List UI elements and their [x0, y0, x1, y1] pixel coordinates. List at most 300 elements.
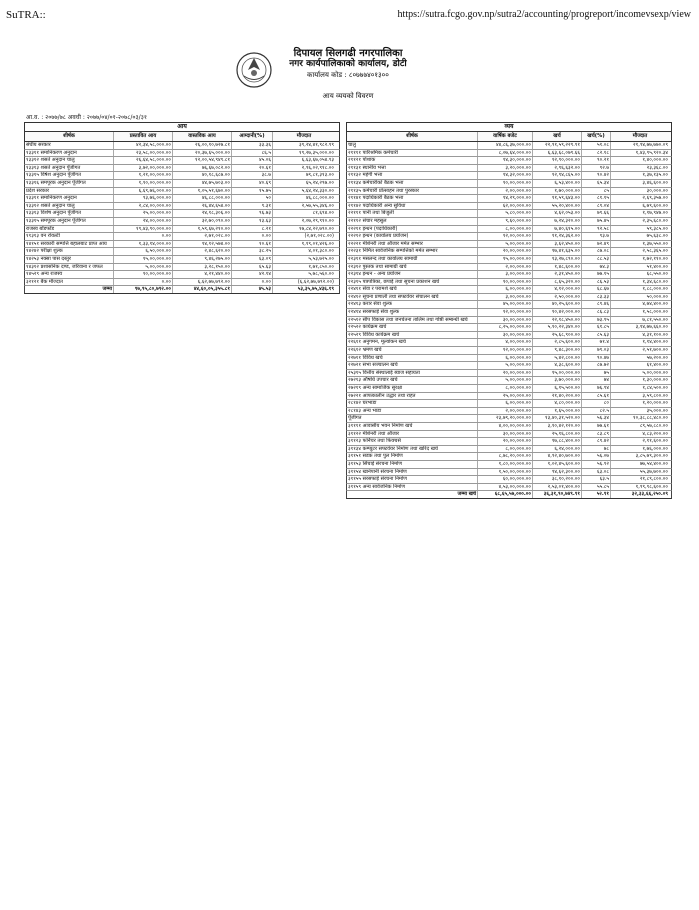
- expense-row-value: १७,८८,४००.००: [532, 438, 581, 445]
- expense-row-value: ७३.९५: [581, 317, 610, 324]
- income-row-value: ८.२१: [231, 226, 272, 233]
- income-row-title: १४२५३ नक्सा पास दस्तुर: [26, 255, 71, 262]
- income-row-value: (६,६२,७७,७९२.००): [272, 279, 335, 286]
- expense-row: [346, 279, 672, 287]
- expense-row-value: १,१७,९४७.००: [610, 210, 669, 217]
- expense-row-value: ९२.५८: [581, 226, 610, 233]
- expense-row-title: २२२३१ निर्मित सार्वजनिक सम्पत्तिको मर्मत सम्भार: [348, 248, 438, 255]
- income-row-value: १,२१,००,०००.००: [113, 172, 172, 179]
- expense-row-value: १२,००,०००.००: [477, 347, 532, 354]
- expense-row-value: २,५०,०००.००: [532, 294, 581, 301]
- income-row: [24, 180, 340, 188]
- expense-row: [346, 324, 672, 332]
- income-row-value: ६३.०९: [231, 256, 272, 263]
- expense-row-title: २२७११ विविध खर्च: [348, 354, 383, 361]
- expense-row-value: ५,००,०००.००: [477, 362, 532, 369]
- income-row-value: ४६,८८,०००.००: [272, 195, 335, 202]
- expense-row-title: २११३५ कर्मचारी प्रोत्साहन तथा पुरस्कार: [348, 187, 420, 194]
- expense-row-value: २,९६,६३२.००: [532, 165, 581, 172]
- income-row-value: ५,५३,७२५.००: [272, 256, 335, 263]
- income-row-title: १३३११ समानिकरण अनुदान: [26, 195, 77, 202]
- expense-row-value: ८५.६१: [581, 393, 610, 400]
- income-row-value: १,१९,०१,४२६.००: [272, 241, 335, 248]
- expense-row-value: १,३७,१३५.००: [610, 172, 669, 179]
- income-row-value: १०,००,०००.००: [113, 271, 172, 278]
- income-row-title: ३२१२१ बैंक मौज्दात: [26, 278, 63, 285]
- expense-row-value: ९०.४२: [581, 172, 610, 179]
- expense-row-title: २११४१ पदाधिकारी बैठक भत्ता: [348, 195, 404, 202]
- expense-row-value: ८९.४६: [581, 301, 610, 308]
- expense-row-title: ३११५५ सरसफाई संरचना निर्माण: [348, 476, 407, 483]
- expense-row-value: ७,२४,३२०.००: [532, 218, 581, 225]
- expense-row-value: १,४०,०००.००: [610, 157, 669, 164]
- income-row: [24, 195, 340, 203]
- expense-row-value: ३०,००,०००.००: [477, 332, 532, 339]
- income-row-value: २,९६,०२,९१८.००: [272, 165, 335, 172]
- income-row-value: ४४,७५,७०३.००: [172, 180, 231, 187]
- expense-row-title: २२७२१ सभा सञ्चालन खर्च: [348, 362, 398, 369]
- browser-header: [0, 0, 699, 28]
- expense-row-value: २१,९४,७७,७७०.०९: [610, 142, 669, 149]
- income-row-value: २६,६४,५८,०००.००: [113, 157, 172, 164]
- expense-row-value: ४४,८६,३७,०००.००: [477, 142, 532, 149]
- expense-row-value: ३,२०,०००.००: [477, 165, 532, 172]
- expense-row-title: २२५२९ विविध कार्यक्रम खर्च: [348, 331, 400, 338]
- expense-row-title: २८१४२ घरभाडा: [348, 400, 377, 407]
- expense-row-value: १,२०,०००.००: [610, 400, 669, 407]
- expense-row: [346, 172, 672, 180]
- expense-row-value: १,७२,११०.००: [610, 256, 669, 263]
- expense-row-value: ८३.३३: [581, 294, 610, 301]
- income-row-value: ४०,१८,६८७.००: [172, 172, 231, 179]
- income-row-value: २,७१,०२८.००: [172, 233, 231, 240]
- expense-row-title: पूँजीगत: [348, 415, 362, 422]
- expense-row: [346, 210, 672, 218]
- expense-row-value: ५,१०,२२,३४०.००: [532, 324, 581, 331]
- expense-row-value: ८५.६३: [581, 332, 610, 339]
- expense-row-title: २२५२२ कार्यक्रम खर्च: [348, 324, 387, 331]
- expense-row: [346, 180, 672, 188]
- income-row: [24, 271, 340, 279]
- office-name: नगर कार्यपालिकाको कार्यालय, डोटी: [289, 59, 407, 69]
- expense-row: [346, 347, 672, 355]
- income-row-value: ०.००: [231, 279, 272, 286]
- expense-row-value: ८,००,०००.००: [477, 446, 532, 453]
- expense-row: [346, 355, 672, 363]
- income-row-value: २,०७,२९,९१०.००: [272, 218, 335, 225]
- expense-row-value: ८०: [581, 400, 610, 407]
- income-row-title: १३३१६ समपूरक अनुदान पूँजीगत: [26, 179, 86, 186]
- expense-row: [346, 385, 672, 393]
- expense-row-title: ३११२३ फर्निचर तथा फिक्चर्स: [348, 438, 401, 445]
- expense-row-value: २,८५,६००.००: [532, 339, 581, 346]
- expense-row-value: ५१,४००.००: [610, 264, 669, 271]
- expense-row: [346, 469, 672, 477]
- expense-row-value: ८७.०८: [581, 248, 610, 255]
- expense-row-value: २३,७९,२०,०००.००: [477, 415, 532, 422]
- income-row-value: ६५,२४,२९७.००: [272, 180, 335, 187]
- income-row-value: ४,२१,४४०.००: [172, 271, 231, 278]
- income-row-value: १,३३,१४,०००.००: [113, 241, 172, 248]
- expense-row-value: ८९.४२: [581, 438, 610, 445]
- expense-row-value: ६,००,०००.००: [477, 355, 532, 362]
- expense-row-value: ३,४६,६००.००: [610, 180, 669, 187]
- expense-row-value: ८३.८९: [581, 431, 610, 438]
- expense-row-value: ४५,००,०००.००: [477, 301, 532, 308]
- expense-row: [346, 142, 672, 150]
- expense-row-value: ९,४८,३००.००: [532, 347, 581, 354]
- expense-row-value: २,६९,३५७.००: [610, 195, 669, 202]
- income-row-value: ३८.२५: [231, 248, 272, 255]
- expense-row: [346, 377, 672, 385]
- income-row-value: ४,०१,३८०.००: [272, 248, 335, 255]
- income-row-value: २०,३७,६५,०००.००: [172, 150, 231, 157]
- expense-table-header: [346, 131, 672, 142]
- expense-row-value: ७७.६१: [581, 423, 610, 430]
- expense-row-title: २२६१२ भ्रमण खर्च: [348, 347, 382, 354]
- income-row-title: प्रदेश सरकार: [26, 187, 50, 194]
- expense-row: [346, 461, 672, 469]
- income-total-label: जम्मा: [102, 286, 112, 293]
- expense-row-value: ६,१५,५००.००: [532, 385, 581, 392]
- expense-row: [346, 415, 672, 423]
- expense-row-value: ६८.६७: [581, 286, 610, 293]
- expense-row-value: ५,८०,०००.००: [477, 210, 532, 217]
- expense-row-value: ७,४०,६१५.००: [532, 226, 581, 233]
- expense-row-title: २११३४ कर्मचारीको बैठक भत्ता: [348, 179, 404, 186]
- expense-row-value: ९,६०,०००.००: [477, 218, 532, 225]
- expense-row: [346, 241, 672, 249]
- expense-row-value: ६१.८५: [581, 324, 610, 331]
- income-row-value: १९,२७,३५,०००.००: [272, 150, 335, 157]
- income-row-value: ९.३१: [231, 203, 272, 210]
- expense-row-value: ४,८३,२००.००: [610, 431, 669, 438]
- expense-row-title: ३११५४ खानेपानी संरचना निर्माण: [348, 468, 407, 475]
- expense-row-value: १,३०,०००.००: [610, 377, 669, 384]
- income-row: [24, 226, 340, 234]
- income-row-value: ५०: [231, 195, 272, 202]
- expense-row: [346, 226, 672, 234]
- expense-header-cell: वार्षिक बजेट: [477, 132, 532, 141]
- expense-row-title: चालु: [348, 142, 356, 148]
- income-row: [24, 248, 340, 256]
- income-row-value: ९३,७६,०००.००: [113, 195, 172, 202]
- expense-row-title: २७२२१ आपत्कालीन उद्धार तथा राहत: [348, 392, 416, 399]
- expense-row-value: ५५.८५: [581, 484, 610, 491]
- income-row-title: १३३१२ शसर्त अनुदान चालु: [26, 202, 75, 209]
- expense-row-value: २,००,०००.००: [477, 408, 532, 415]
- income-row: [24, 157, 340, 165]
- expense-row-value: ५६.९२: [581, 461, 610, 468]
- income-row-title: संघीय सरकार: [26, 142, 51, 148]
- expense-row-value: ७४: [581, 377, 610, 384]
- org-name: दिपायल सिलगढी नगरपालिका: [293, 48, 403, 59]
- expense-row: [346, 150, 672, 158]
- income-row: [24, 188, 340, 196]
- expense-row-value: ४,१२,०००.००: [532, 286, 581, 293]
- expense-row-title: २२२१२ इन्धन (कार्यालय प्रयोजन): [348, 233, 409, 240]
- income-row: [24, 210, 340, 218]
- expense-row-value: ५१.०८: [581, 142, 610, 149]
- expense-row-value: १,१४,४००.००: [610, 339, 669, 346]
- income-row-title: १३३१२ शसर्त अनुदान चालु: [26, 157, 75, 164]
- income-row-title: १३३१५ विषेश अनुदान पूँजीगत: [26, 172, 81, 179]
- expense-row-value: १,५०,००,०००.००: [477, 469, 532, 476]
- expense-row-value: १४,३०,०००.००: [477, 157, 532, 164]
- expense-row: [346, 188, 672, 196]
- income-row-value: २५,००,०००.००: [113, 210, 172, 217]
- expense-row: [346, 317, 672, 325]
- expense-row: [346, 233, 672, 241]
- income-total-row: [24, 286, 340, 294]
- expense-row-value: ७५.४५: [581, 218, 610, 225]
- income-header-cell: वास्तविक आय: [172, 132, 231, 141]
- office-code: कार्यालय कोड : ८०७७७४०१३००: [307, 71, 389, 79]
- expense-row-value: ७६.९४: [581, 385, 610, 392]
- income-row-value: ६,६९,७६,०००.००: [113, 188, 172, 195]
- income-row-value: ५,००,०००.००: [113, 264, 172, 271]
- expense-row-title: २२१११ पानी तथा बिजुली: [348, 210, 394, 217]
- expense-row-value: २,५३,०१,४००.००: [532, 484, 581, 491]
- expense-row: [346, 453, 672, 461]
- expense-row-value: ४,६२,०५३.००: [532, 210, 581, 217]
- expense-row-value: १२,००,०००.००: [477, 309, 532, 316]
- expense-total-cell: ३२,३३,६६,२५०.०९: [610, 491, 669, 498]
- expense-row-value: २,५८,३६५.००: [610, 248, 669, 255]
- income-total-cell: ५३,३५,७५,४३६.१९: [272, 286, 335, 293]
- expense-row-value: ७९.०३: [581, 347, 610, 354]
- expense-row-value: ५६.३४: [581, 415, 610, 422]
- income-row-title: १४३१२ प्रशासनिक दण्ड, जरिवाना र जफत: [26, 263, 103, 270]
- expense-row-value: ३,६२,४५०.००: [532, 241, 581, 248]
- income-row-value: ३,२८,१५०.००: [172, 264, 231, 271]
- expense-header-cell: मौज्दात: [610, 132, 669, 141]
- income-row-value: १४,१२,५७४.००: [172, 241, 231, 248]
- expense-row-value: ६,२४,०००.००: [532, 446, 581, 453]
- expense-row-value: २०,००,०००.००: [477, 248, 532, 255]
- expense-row-value: ८,००,०००.००: [477, 385, 532, 392]
- income-row-value: १,०५,५१,६७०.००: [172, 188, 231, 195]
- expense-row: [346, 339, 672, 347]
- income-row-value: ५,६४,२४,३३०.००: [272, 188, 335, 195]
- expense-total-row: [346, 491, 672, 499]
- expense-row-value: ४,७४,४००.००: [610, 301, 669, 308]
- expense-row-value: ५५,२०,४००.००: [532, 203, 581, 210]
- expense-row-value: १,५८,०००.००: [610, 309, 669, 316]
- income-total-cell: ४५.५३: [231, 286, 272, 293]
- app-title: SuTRA::: [6, 9, 46, 21]
- expense-row-value: ७५: [581, 370, 610, 377]
- expense-row-value: ९०.४७: [581, 355, 610, 362]
- income-row-value: १,५९,६७,२१०.००: [172, 226, 231, 233]
- expense-row-value: ८,७८,२०,०००.००: [477, 453, 532, 460]
- income-row-value: २६,४४,६५४.००: [172, 203, 231, 210]
- expense-row-title: ३११५१ सडक तथा पुल निर्माण: [348, 453, 403, 460]
- expense-row-title: २२११२ संचार महसुल: [348, 217, 387, 224]
- expense-row-value: १०,३८,८८,४८०.००: [610, 415, 669, 422]
- expense-row-value: ८,०७,६४,०००.००: [477, 150, 532, 157]
- expense-row-value: ७४.३: [581, 264, 610, 271]
- expense-row-value: २५,६८,९००.००: [532, 332, 581, 339]
- expense-row-value: ७९.६६: [581, 210, 610, 217]
- income-row: [24, 172, 340, 180]
- expense-row: [346, 271, 672, 279]
- expense-row: [346, 446, 672, 454]
- expense-row-value: ९२.७: [581, 165, 610, 172]
- expense-total-cell: ३६,३१,९०,७४९.९१: [532, 491, 581, 498]
- income-row-value: ४६,८८,०००.००: [172, 195, 231, 202]
- income-row-value: २,५७,५५,३४६.००: [272, 203, 335, 210]
- expense-total-cell: ६८,६५,५७,०००.००: [477, 491, 532, 498]
- expense-row-value: २,००,०००.००: [477, 264, 532, 271]
- expense-row-value: २५,००,०००.००: [477, 393, 532, 400]
- page-url[interactable]: https://sutra.fcgo.gov.np/sutra2/accounting/progreport/incomevsexp/view: [397, 9, 691, 20]
- expense-row-title: ३११२२ मेशिनरी तथा औजार: [348, 430, 400, 437]
- expense-total-cell: ५२.९१: [581, 491, 610, 498]
- expense-row-value: २,००,०००.००: [477, 188, 532, 195]
- income-row-value: १,१०,००,०००.००: [113, 180, 172, 187]
- income-row-value: १२,००,५४,९४९.८१: [172, 157, 231, 164]
- expense-row-title: २११४२ पदाधिकारी अन्य सुविधा: [348, 202, 406, 209]
- expense-row-value: १,०२,४५,६००.००: [532, 461, 581, 468]
- income-table-header: [24, 131, 340, 142]
- expense-row-value: ५,४२,८००.००: [532, 355, 581, 362]
- income-row-value: ०.००: [113, 279, 172, 286]
- expense-row-value: ५५,३७,७००.००: [610, 469, 669, 476]
- income-row-value: ०.००: [113, 233, 172, 240]
- income-row-title: ११३१३ वन रोयल्टी: [26, 233, 60, 240]
- expense-row-value: १२,९०,०००.००: [532, 157, 581, 164]
- income-row: [24, 218, 340, 226]
- expense-row-value: ४,९२,४०,७००.००: [532, 453, 581, 460]
- expense-row-value: ४,००,००,०००.००: [477, 423, 532, 430]
- income-row-title: १३३११ समानिकरण अनुदान: [26, 149, 77, 156]
- income-row-value: ३९,२४,४१,९८२.९९: [272, 142, 335, 149]
- income-row-value: २६,००,१०,७२७.८१: [172, 142, 231, 149]
- expense-row-value: ३,००,०००.००: [477, 294, 532, 301]
- expense-row-value: ६,००,०००.००: [477, 400, 532, 407]
- expense-row-value: ६,६३,६८,०७९.६६: [532, 150, 581, 157]
- income-row: [24, 264, 340, 272]
- expense-row-value: ४,००,०००.००: [477, 339, 532, 346]
- expense-row-value: ९४,६२,३००.००: [532, 469, 581, 476]
- income-row-value: ३२,७०,०९०.००: [172, 218, 231, 225]
- income-row-title: १४५२९ अन्य राजस्व: [26, 271, 63, 278]
- expense-row-value: १५,००,०००.००: [477, 256, 532, 263]
- expense-row-value: १४,२९,०००.००: [477, 195, 532, 202]
- expense-row-value: २२,९१,५९,२२९.९१: [532, 142, 581, 149]
- expense-row-value: २,३५,६८०.००: [610, 218, 669, 225]
- expense-row-value: ४०,२५,६००.००: [532, 301, 581, 308]
- expense-row-value: ५,००,०००.००: [477, 377, 532, 384]
- expense-row: [346, 165, 672, 173]
- expense-row-title: २५३१५ वित्तीय संस्थालाई ब्याज सहायता: [348, 369, 420, 376]
- expense-row: [346, 157, 672, 165]
- expense-row-value: २,५१,७००.००: [610, 347, 669, 354]
- expense-row-value: ५,००,०००.००: [610, 370, 669, 377]
- expense-row-value: ८१.१५: [581, 195, 610, 202]
- expense-row-title: २२२११ इन्धन (पदाधिकारी): [348, 225, 398, 232]
- income-row: [24, 203, 340, 211]
- report-title: आय व्ययको विवरण: [322, 92, 374, 100]
- income-row-value: २४,००,०००.००: [113, 218, 172, 225]
- expense-row-value: ५०,०००.००: [610, 294, 669, 301]
- expense-row-value: १,७०,०००.००: [532, 188, 581, 195]
- income-row: [24, 233, 340, 241]
- expense-row-value: १७,४१,६३५.००: [532, 248, 581, 255]
- income-row-value: ६,६३,६७,०५४.९३: [272, 157, 335, 164]
- expense-row-value: ४,८०,०००.००: [532, 400, 581, 407]
- expense-row: [346, 400, 672, 408]
- expense-row-value: १४,३२,०००.००: [477, 172, 532, 179]
- income-row-value: १५.७५: [231, 188, 272, 195]
- expense-row: [346, 332, 672, 340]
- income-row-value: २,८४,००,०००.००: [113, 203, 172, 210]
- expense-row-value: ८२.५: [581, 408, 610, 415]
- income-row-value: ०.००: [231, 233, 272, 240]
- expense-row-title: २११११ पारिश्रमिक कर्मचारी: [348, 149, 398, 156]
- income-row-title: १३३१५ समपूरक अनुदान पूँजीगत: [26, 217, 86, 224]
- income-row: [24, 150, 340, 158]
- expense-row-value: ३५,०००.००: [610, 408, 669, 415]
- income-header-cell: शीर्षक: [63, 133, 75, 139]
- expense-row: [346, 484, 672, 492]
- expense-row-value: २,११,६००.००: [610, 438, 669, 445]
- expense-row-title: २२३११ मसलन्द तथा कार्यालय सामाग्री: [348, 255, 418, 262]
- expense-row-value: २२,१८,४५०.००: [532, 317, 581, 324]
- income-row: [24, 279, 340, 287]
- expense-row-value: ९३.७: [581, 233, 610, 240]
- expense-row: [346, 309, 672, 317]
- income-row-value: ७९,८१,३१३.००: [272, 172, 335, 179]
- income-row-value: ४५.०६: [231, 157, 272, 164]
- expense-row-title: २२४१२ सूचना प्रणाली तथा सफ्टवेयर संचालन खर्च: [348, 293, 439, 300]
- expense-row-value: २१,८९,८००.००: [610, 476, 669, 483]
- income-row-value: ४०.६९: [231, 180, 272, 187]
- expense-section-title: व्यय: [346, 122, 672, 131]
- income-row-value: ३३.३६: [231, 142, 272, 149]
- income-total-cell: ९७,९५,८०,७९२.००: [113, 286, 172, 293]
- expense-row: [346, 423, 672, 431]
- income-row-value: ६,५०,०००.००: [113, 248, 172, 255]
- expense-row-value: ६२,००,०००.००: [477, 203, 532, 210]
- expense-row-value: ६,००,०००.००: [477, 286, 532, 293]
- expense-row-value: ६०,००,०००.००: [477, 476, 532, 483]
- expense-row-value: २१,४०,२००.००: [532, 393, 581, 400]
- expense-row-value: ८,००,०००.००: [477, 226, 532, 233]
- expense-row-value: २३,३६८.००: [610, 165, 669, 172]
- expense-row-value: ८६.५३: [581, 279, 610, 286]
- income-table: [24, 122, 340, 294]
- expense-row-value: १,४८,६००.००: [532, 264, 581, 271]
- expense-row-value: ३,१०,४२,१२०.००: [532, 423, 581, 430]
- expense-row-title: २२४१३ करार सेवा शुल्क: [348, 301, 392, 308]
- expense-row-value: ३,००,०००.००: [477, 271, 532, 278]
- income-row: [24, 241, 340, 249]
- expense-row-title: २११३२ महंगी भत्ता: [348, 172, 383, 179]
- fiscal-period: आ.व. : २०७७/७८ अवधी : २०७७/०४/०१-२०७८/०३/३१: [26, 114, 147, 121]
- income-row-value: ५,७८,५६०.००: [272, 271, 335, 278]
- expense-row: [346, 431, 672, 439]
- expense-row-title: २२५१२ सीप विकास तथा जनचेतना तालिम तथा गोष्ठी सम्बन्धी खर्च: [348, 316, 468, 323]
- expense-row: [346, 218, 672, 226]
- expense-row-value: १,४३,९५,९२०.३४: [610, 150, 669, 157]
- expense-row-value: ७८: [581, 446, 610, 453]
- expense-row-value: १,८८,०००.००: [610, 286, 669, 293]
- expense-row-value: १२,००,०००.००: [477, 233, 532, 240]
- expense-header-cell: खर्च: [532, 132, 581, 141]
- income-row: [24, 256, 340, 264]
